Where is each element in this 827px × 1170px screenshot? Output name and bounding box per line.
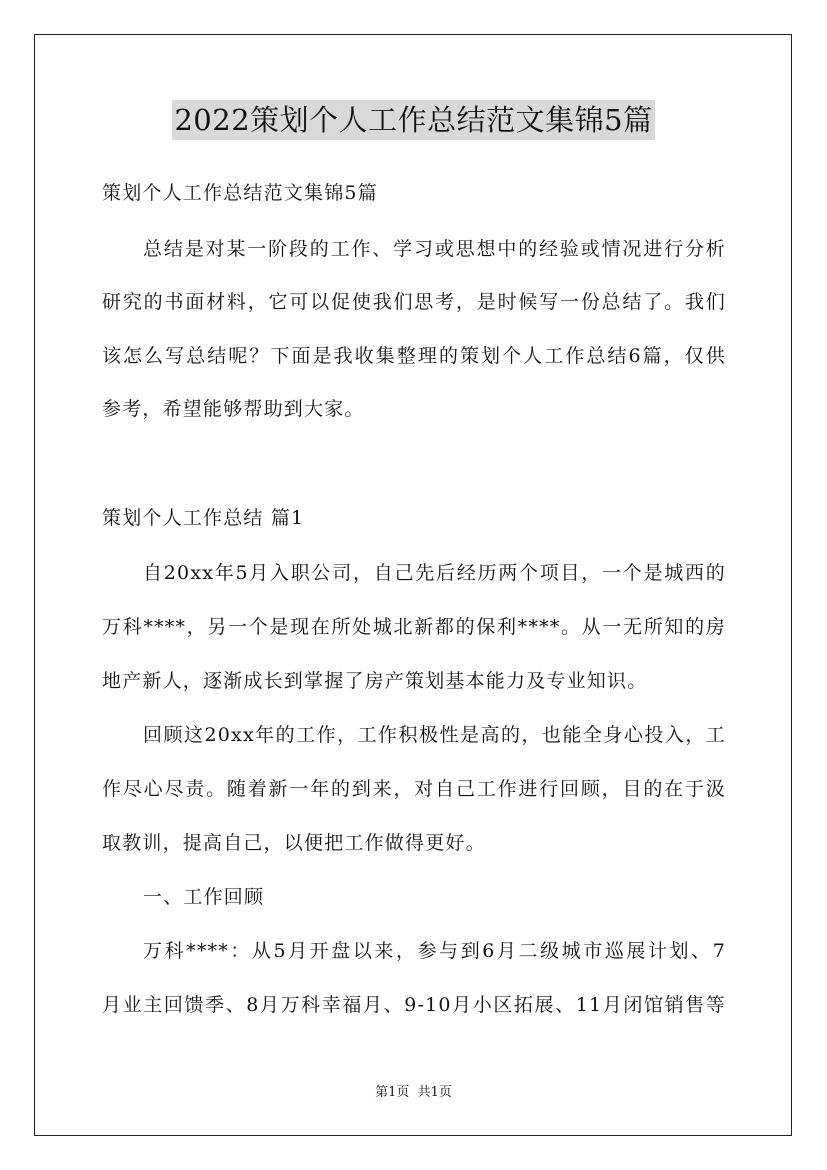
subtitle-line: 策划个人工作总结范文集锦5篇 — [102, 182, 378, 204]
document-title: 2022策划个人工作总结范文集锦5篇 — [172, 100, 654, 140]
paragraph-line: 总结是对某一阶段的工作、学习或思想中的经验或情况进行分析 — [143, 238, 726, 260]
paragraph-line: 万科****，另一个是现在所处城北新都的保利****。从一无所知的房 — [102, 616, 726, 638]
page-number: 第1页 共1页 — [375, 1085, 452, 1100]
paragraph-line: 作尽心尽责。随着新一年的到来，对自己工作进行回顾，目的在于汲 — [102, 778, 726, 800]
paragraph-line: 研究的书面材料，它可以促使我们思考，是时候写一份总结了。我们 — [102, 291, 726, 313]
paragraph-line: 该怎么写总结呢？下面是我收集整理的策划个人工作总结6篇，仅供 — [102, 345, 726, 367]
paragraph-line: 自20xx年5月入职公司，自己先后经历两个项目，一个是城西的 — [143, 562, 726, 584]
paragraph-line: 回顾这20xx年的工作，工作积极性是高的，也能全身心投入，工 — [143, 724, 726, 746]
paragraph-line: 取教训，提高自己，以便把工作做得更好。 — [102, 832, 486, 854]
paragraph-line: 参考，希望能够帮助到大家。 — [102, 398, 365, 420]
paragraph-line: 地产新人，逐渐成长到掌握了房产策划基本能力及专业知识。 — [102, 670, 648, 692]
paragraph-line: 月业主回馈季、8月万科幸福月、9-10月小区拓展、11月闭馆销售等 — [102, 994, 726, 1016]
title-container — [0, 100, 827, 140]
paragraph-line: 万科****：从5月开盘以来，参与到6月二级城市巡展计划、7 — [143, 940, 726, 962]
section-heading: 策划个人工作总结 篇1 — [102, 507, 305, 529]
page-footer — [0, 1084, 827, 1102]
subsection-heading: 一、工作回顾 — [143, 886, 265, 908]
